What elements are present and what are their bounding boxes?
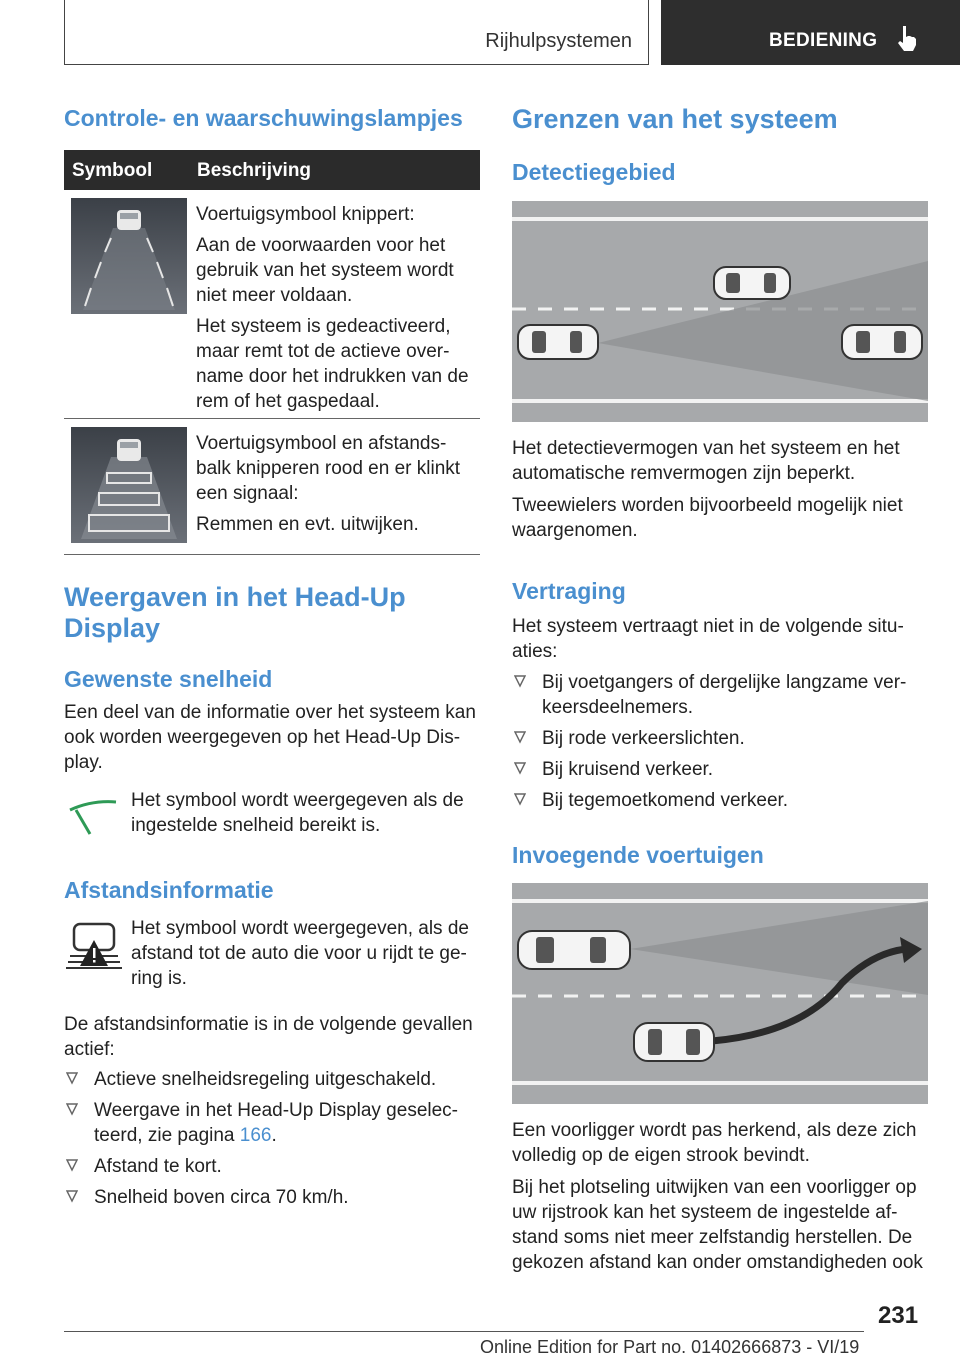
speed-reached-icon	[66, 796, 122, 840]
lamps-table-header	[64, 150, 480, 190]
detection-area-figure	[512, 201, 928, 422]
col-symbol-header: Symbool	[72, 160, 153, 181]
triangle-bullet-icon	[514, 730, 526, 744]
header-chapter-box	[661, 0, 960, 65]
distance-bullet-list	[64, 1067, 480, 1216]
speed-symbol-text: Het symbool wordt weergegeven als de ingestelde snelheid bereikt is.	[131, 790, 464, 836]
footer-edition: Online Edition for Part no. 01402666873 - VI/19	[480, 1337, 860, 1357]
page-reference-link[interactable]: 166	[239, 1125, 272, 1146]
list-item	[512, 788, 928, 813]
bullet-text: Snelheid boven circa 70 km/h.	[94, 1187, 349, 1208]
distance-text: De afstandsinformatie is in de volgende gevallen actief:	[64, 1014, 473, 1060]
bullet-text: Actieve snelheidsregeling uitgeschakeld.	[94, 1069, 437, 1090]
chapter-title: BEDIENING	[769, 30, 878, 51]
footer-divider	[64, 1331, 864, 1332]
triangle-bullet-icon	[66, 1071, 78, 1085]
merge-paragraph-2: Bij het plotseling uitwijken van een voorligger op uw rijstrook kan het systeem de ingestelde af-stand soms niet meer zelfstandig herstellen. De gekozen afstand kan onder omstandigheden ook	[512, 1177, 923, 1273]
bullet-text: Weergave in het Head-Up Display geselec-teerd, zie pagina	[94, 1100, 458, 1146]
table-row-divider	[64, 418, 480, 419]
bullet-text: Afstand te kort.	[94, 1156, 222, 1177]
hand-pointer-icon	[895, 24, 919, 52]
speed-title: Gewenste snelheid	[64, 666, 273, 692]
distance-title: Afstandsinformatie	[64, 877, 274, 903]
hud-title: Weergaven in het Head-Up Display	[64, 582, 406, 643]
merge-paragraph-1: Een voorligger wordt pas herkend, als deze zich volledig op de eigen strook bevindt.	[512, 1120, 917, 1166]
vehicle-symbol-icon	[71, 198, 187, 314]
list-item	[64, 1098, 480, 1148]
row1-line: Voertuigsymbool knippert:	[196, 204, 415, 225]
triangle-bullet-icon	[66, 1102, 78, 1116]
header-section-box	[64, 0, 649, 65]
page-number: 231	[878, 1302, 919, 1329]
speed-text: Een deel van de informatie over het systeem kan ook worden weergegeven op het Head-Up Dis-play.	[64, 702, 476, 773]
distance-warning-icon	[66, 922, 122, 970]
delay-bullet-list	[512, 670, 928, 819]
list-item	[512, 726, 928, 751]
row2-line: Remmen en evt. uitwijken.	[196, 514, 419, 535]
triangle-bullet-icon	[66, 1189, 78, 1203]
distance-symbol-text: Het symbool wordt weergegeven, als de afstand tot de auto die voor u rijdt te ge-ring is.	[131, 918, 469, 989]
triangle-bullet-icon	[514, 674, 526, 688]
table-row-divider	[64, 554, 480, 555]
row1-line: Aan de voorwaarden voor het gebruik van het systeem wordt niet meer voldaan.	[196, 235, 454, 306]
merging-vehicles-figure	[512, 883, 928, 1104]
bullet-text: Bij kruisend verkeer.	[542, 759, 714, 780]
bullet-text: Bij voetgangers of dergelijke langzame ver-keersdeelnemers.	[542, 672, 907, 718]
triangle-bullet-icon	[66, 1158, 78, 1172]
col-desc-header: Beschrijving	[197, 160, 312, 181]
bullet-text: Bij tegemoetkomend verkeer.	[542, 790, 789, 811]
detect-paragraph-2: Tweewielers worden bijvoorbeeld mogelijk niet waargenomen.	[512, 495, 903, 541]
delay-text: Het systeem vertraagt niet in de volgende situ-aties:	[512, 616, 904, 662]
detect-paragraph-1: Het detectievermogen van het systeem en het automatische remvermogen zijn beperkt.	[512, 438, 900, 484]
triangle-bullet-icon	[514, 792, 526, 806]
row2-line: Voertuigsymbool en afstands-balk knipperen rood en er klinkt een signaal:	[196, 433, 461, 504]
bullet-text: Bij rode verkeerslichten.	[542, 728, 745, 749]
list-item	[512, 757, 928, 782]
row2-description	[196, 431, 476, 537]
merge-title: Invoegende voertuigen	[512, 842, 764, 868]
delay-title: Vertraging	[512, 578, 626, 604]
limits-title: Grenzen van het systeem	[512, 104, 838, 134]
list-item	[64, 1185, 480, 1210]
triangle-bullet-icon	[514, 761, 526, 775]
section-title: Rijhulpsystemen	[485, 30, 632, 52]
row1-description	[196, 202, 476, 414]
detect-title: Detectiegebied	[512, 159, 676, 185]
distance-bar-symbol-icon	[71, 427, 187, 543]
list-item	[64, 1067, 480, 1092]
bullet-suffix: .	[271, 1125, 277, 1146]
row1-line: Het systeem is gedeactiveerd, maar remt tot de actieve over-name door het indrukken van de rem of het gaspedaal.	[196, 316, 469, 412]
list-item	[512, 670, 928, 720]
list-item	[64, 1154, 480, 1179]
lamps-title: Controle- en waarschuwingslampjes	[64, 105, 463, 131]
